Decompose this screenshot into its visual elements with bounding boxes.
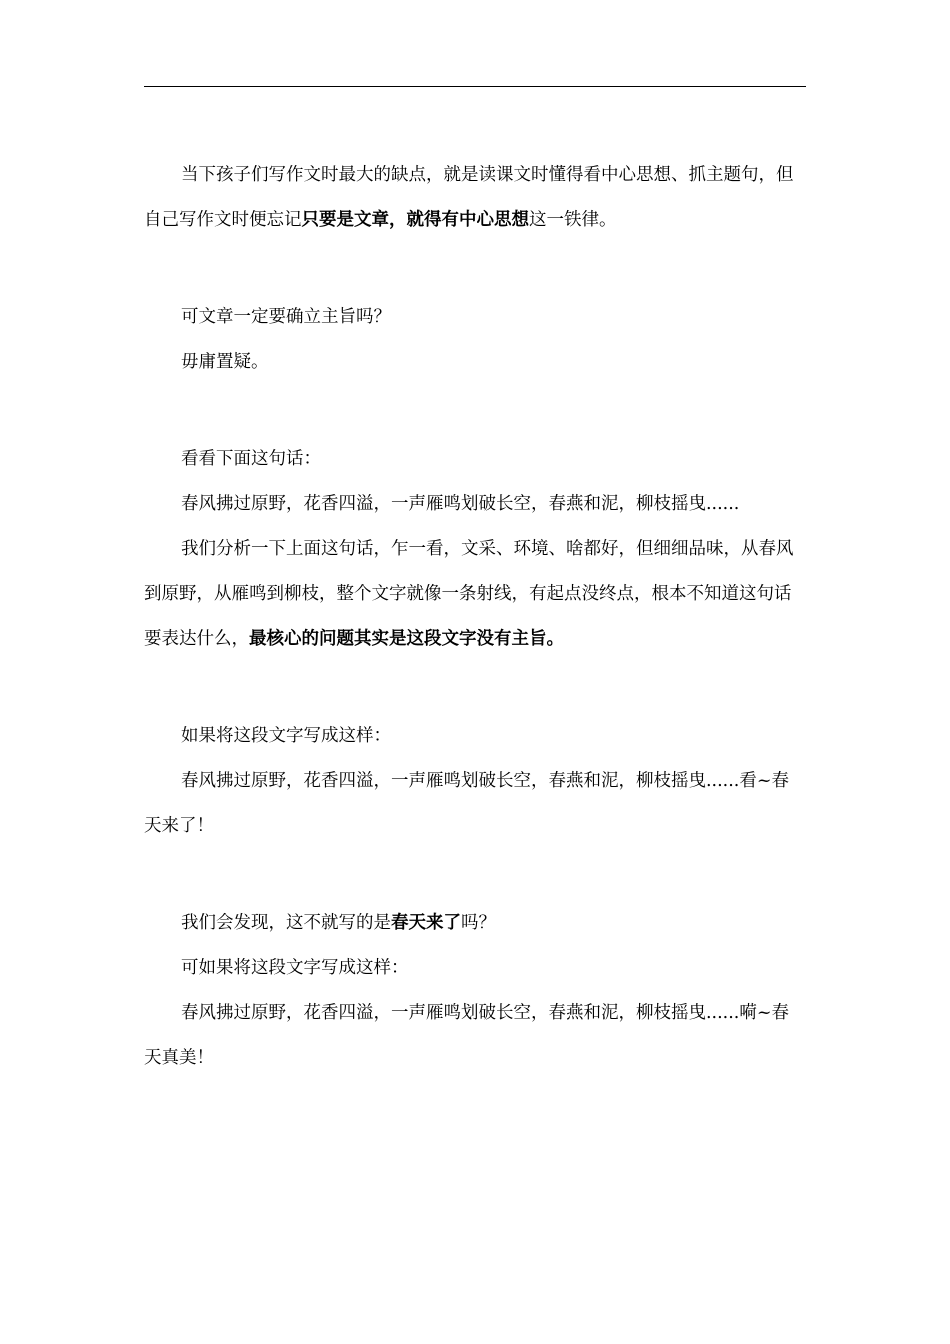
paragraph-5: 春风拂过原野，花香四溢，一声雁鸣划破长空，春燕和泥，柳枝摇曳...... — [181, 494, 740, 514]
paragraph-10: 可如果将这段文字写成这样： — [181, 958, 409, 978]
paragraph-9-tail: 吗？ — [461, 913, 496, 933]
paragraph-8: 春风拂过原野，花香四溢，一声雁鸣划破长空，春燕和泥，柳枝摇曳......看~春天来了！ — [144, 771, 790, 836]
paragraph-6-text: 我们分析一下上面这句话，乍一看，文采、环境、啥都好，但细细品味，从春风到原野，从雁鸣到柳枝，整个文字就像一条射线，有起点没终点，根本不知道这句话要表达什么， — [144, 539, 794, 649]
paragraph-gap — [144, 662, 806, 714]
paragraph-1 — [144, 153, 806, 243]
document-body — [144, 153, 806, 1081]
paragraph-6-bold: 最核心的问题其实是这段文字没有主旨。 — [249, 629, 564, 649]
paragraph-2: 可文章一定要确立主旨吗？ — [181, 307, 391, 327]
paragraph-1-bold: 只要是文章，就得有中心思想 — [301, 210, 529, 230]
paragraph-gap — [144, 849, 806, 901]
paragraph-9-text: 我们会发现，这不就写的是 — [181, 913, 391, 933]
paragraph-1-text: 当下孩子们写作文时最大的缺点，就是读课文时懂得看中心思想、抓主题句，但自己写作文时便忘记 — [144, 165, 794, 230]
paragraph-9-bold: 春天来了 — [391, 913, 461, 933]
paragraph-gap — [144, 385, 806, 437]
paragraph-11: 春风拂过原野，花香四溢，一声雁鸣划破长空，春燕和泥，柳枝摇曳......嗬~春天真美！ — [144, 1003, 790, 1068]
paragraph-9 — [144, 901, 806, 946]
paragraph-7: 如果将这段文字写成这样： — [181, 726, 391, 746]
paragraph-3: 毋庸置疑。 — [181, 352, 269, 372]
paragraph-6 — [144, 527, 806, 662]
paragraph-4: 看看下面这句话： — [181, 449, 321, 469]
header-rule — [144, 86, 806, 87]
paragraph-1-tail: 这一铁律。 — [529, 210, 617, 230]
paragraph-gap — [144, 243, 806, 295]
